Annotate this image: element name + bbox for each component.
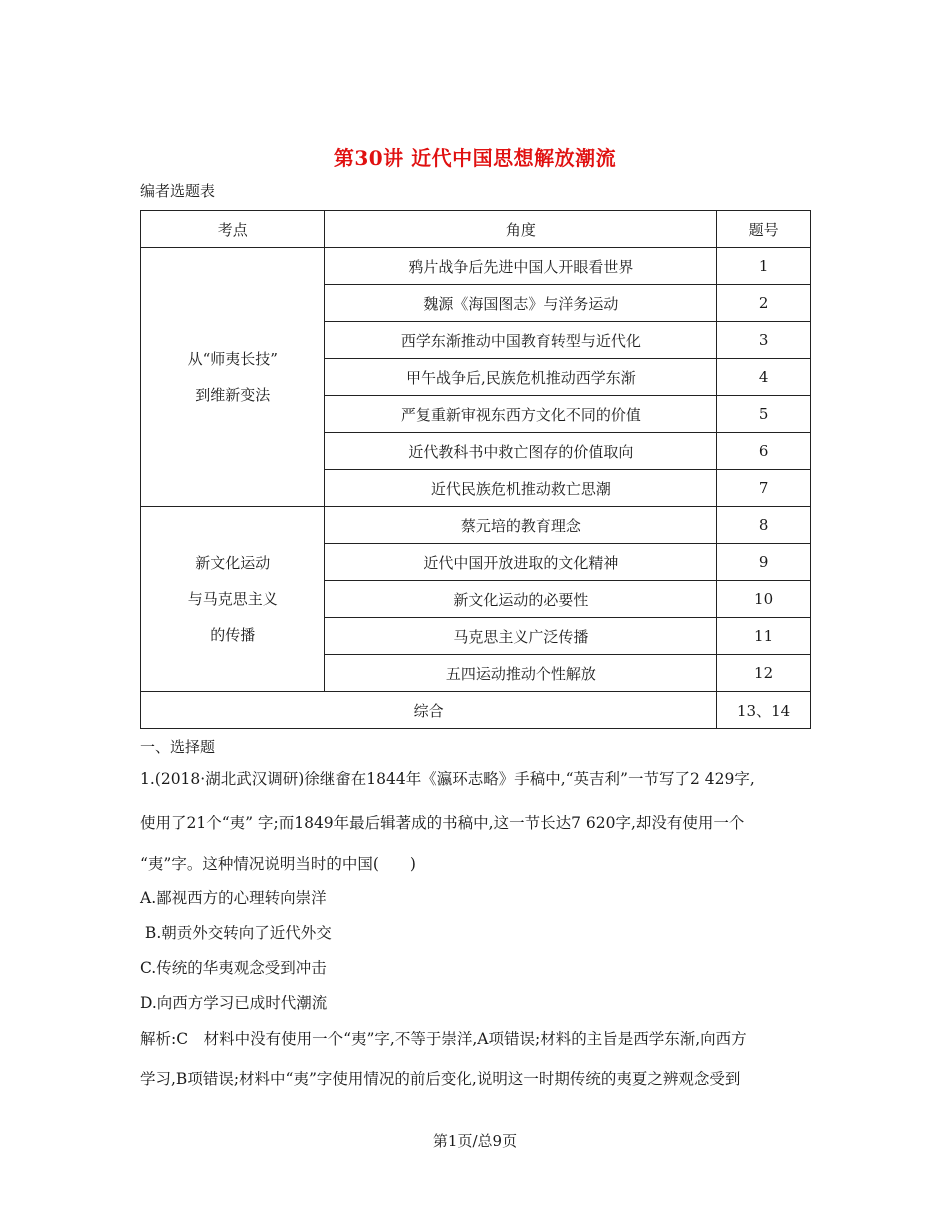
header-angle: 角度 [325, 211, 717, 248]
angle-cell: 魏源《海国图志》与洋务运动 [325, 285, 717, 322]
angle-cell: 鸦片战争后先进中国人开眼看世界 [325, 248, 717, 285]
topic-line: 的传播 [210, 626, 256, 644]
analysis-line: 学习,B项错误;材料中“夷”字使用情况的前后变化,说明这一时期传统的夷夏之辨观念受到 [140, 1070, 741, 1088]
angle-cell: 新文化运动的必要性 [325, 581, 717, 618]
question-text-line: “夷”字。这种情况说明当时的中国( ) [140, 855, 416, 873]
option-d: D.向西方学习已成时代潮流 [140, 994, 328, 1012]
number-cell: 1 [717, 248, 811, 285]
topic-line: 与马克思主义 [187, 590, 278, 608]
topic-cell-1 [141, 248, 325, 507]
angle-cell: 近代民族危机推动救亡思潮 [325, 470, 717, 507]
question-text-line: 使用了21个“夷” 字;而1849年最后辑著成的书稿中,这一节长达7 620字,却没有使用一个 [140, 814, 745, 832]
topic-line: 新文化运动 [195, 554, 271, 572]
number-cell: 11 [717, 618, 811, 655]
number-cell: 2 [717, 285, 811, 322]
option-a: A.鄙视西方的心理转向崇洋 [140, 889, 327, 907]
option-b: B.朝贡外交转向了近代外交 [140, 924, 332, 942]
table-header-row [141, 211, 811, 248]
number-cell: 12 [717, 655, 811, 692]
section-heading: 一、选择题 [140, 738, 216, 756]
page-title: 第30讲 近代中国思想解放潮流 [333, 146, 617, 170]
table-row [141, 248, 811, 285]
number-cell: 5 [717, 396, 811, 433]
number-cell: 8 [717, 507, 811, 544]
angle-cell: 近代教科书中救亡图存的价值取向 [325, 433, 717, 470]
topic-table [140, 210, 811, 729]
option-c: C.传统的华夷观念受到冲击 [140, 959, 327, 977]
angle-cell: 西学东渐推动中国教育转型与近代化 [325, 322, 717, 359]
summary-label: 综合 [141, 692, 717, 729]
angle-cell: 近代中国开放进取的文化精神 [325, 544, 717, 581]
number-cell: 4 [717, 359, 811, 396]
summary-row [141, 692, 811, 729]
question-text-line: 1.(2018·湖北武汉调研)徐继畲在1844年《瀛环志略》手稿中,“英吉利”一节写了2 429字, [140, 770, 755, 788]
summary-number: 13、14 [717, 692, 811, 729]
topic-cell-2 [141, 507, 325, 692]
page-footer: 第1页/总9页 [432, 1132, 518, 1150]
number-cell: 6 [717, 433, 811, 470]
subtitle: 编者选题表 [140, 182, 216, 200]
angle-cell: 甲午战争后,民族危机推动西学东渐 [325, 359, 717, 396]
angle-cell: 五四运动推动个性解放 [325, 655, 717, 692]
table-row [141, 507, 811, 544]
number-cell: 10 [717, 581, 811, 618]
number-cell: 7 [717, 470, 811, 507]
header-number: 题号 [717, 211, 811, 248]
analysis-line: 解析:C 材料中没有使用一个“夷”字,不等于崇洋,A项错误;材料的主旨是西学东渐,向西方 [140, 1030, 747, 1048]
angle-cell: 蔡元培的教育理念 [325, 507, 717, 544]
number-cell: 3 [717, 322, 811, 359]
header-topic: 考点 [141, 211, 325, 248]
topic-line: 到维新变法 [195, 386, 271, 404]
topic-line: 从“师夷长技” [187, 350, 278, 368]
angle-cell: 马克思主义广泛传播 [325, 618, 717, 655]
number-cell: 9 [717, 544, 811, 581]
angle-cell: 严复重新审视东西方文化不同的价值 [325, 396, 717, 433]
